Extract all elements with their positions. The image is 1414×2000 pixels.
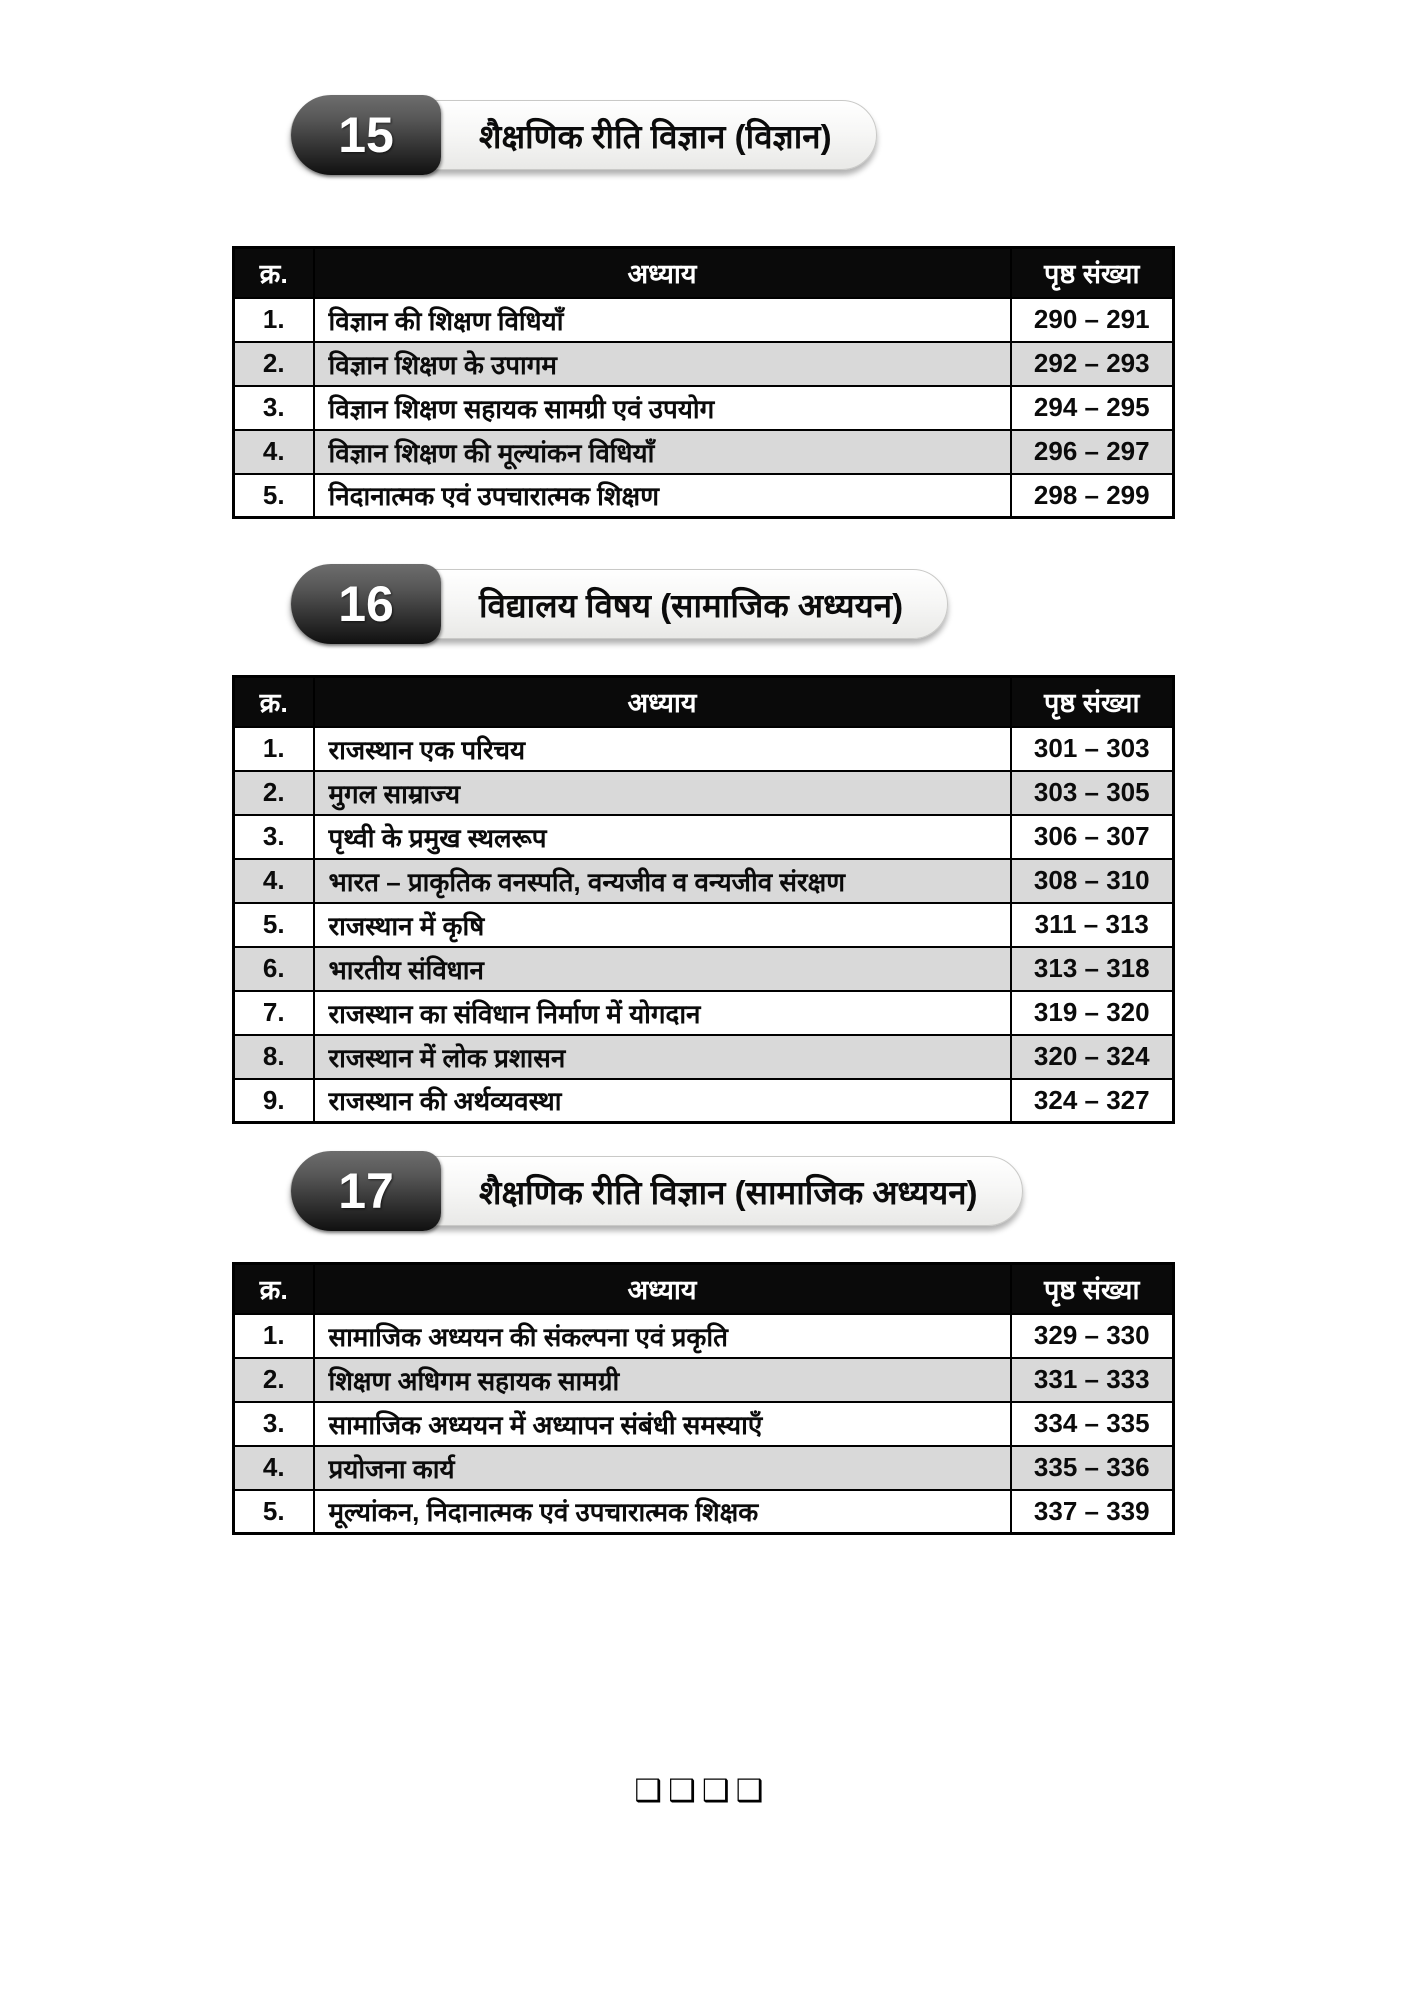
col-header-chapter: अध्याय: [314, 677, 1011, 727]
table-row: [234, 1446, 1174, 1490]
row-chapter: विज्ञान शिक्षण की मूल्यांकन विधियाँ: [314, 430, 1011, 474]
row-chapter: मुगल साम्राज्य: [314, 771, 1011, 815]
row-chapter: शिक्षण अधिगम सहायक सामग्री: [314, 1358, 1011, 1402]
row-pages: 294 – 295: [1011, 386, 1174, 430]
table-row: [234, 342, 1174, 386]
row-pages: 303 – 305: [1011, 771, 1174, 815]
row-pages: 320 – 324: [1011, 1035, 1174, 1079]
row-serial: 8.: [234, 1035, 314, 1079]
row-serial: 4.: [234, 430, 314, 474]
table-row: [234, 1079, 1174, 1123]
row-serial: 1.: [234, 727, 314, 771]
row-pages: 335 – 336: [1011, 1446, 1174, 1490]
section-title: शैक्षणिक रीति विज्ञान (सामाजिक अध्ययन): [479, 1173, 978, 1211]
page-content: [232, 0, 1172, 1809]
row-chapter: मूल्यांकन, निदानात्मक एवं उपचारात्मक शिक्षक: [314, 1490, 1011, 1534]
row-pages: 290 – 291: [1011, 298, 1174, 342]
table-row: [234, 1358, 1174, 1402]
row-pages: 334 – 335: [1011, 1402, 1174, 1446]
row-chapter: राजस्थान एक परिचय: [314, 727, 1011, 771]
table-row: [234, 991, 1174, 1035]
col-header-pages: पृष्ठ संख्या: [1011, 1264, 1174, 1314]
table-row: [234, 1402, 1174, 1446]
row-serial: 4.: [234, 1446, 314, 1490]
row-chapter: राजस्थान की अर्थव्यवस्था: [314, 1079, 1011, 1123]
row-serial: 4.: [234, 859, 314, 903]
chapter-number-badge: [291, 1151, 441, 1231]
row-pages: 306 – 307: [1011, 815, 1174, 859]
table-row: [234, 474, 1174, 518]
table-row: [234, 771, 1174, 815]
row-serial: 7.: [234, 991, 314, 1035]
row-serial: 5.: [234, 1490, 314, 1534]
chapter-number: 16: [338, 576, 394, 632]
table-header-row: [234, 248, 1174, 298]
row-pages: 331 – 333: [1011, 1358, 1174, 1402]
row-serial: 3.: [234, 815, 314, 859]
table-row: [234, 947, 1174, 991]
section-header-17: [290, 1156, 1023, 1226]
row-pages: 298 – 299: [1011, 474, 1174, 518]
row-serial: 1.: [234, 298, 314, 342]
row-chapter: प्रयोजना कार्य: [314, 1446, 1011, 1490]
toc-table-17: [232, 1262, 1175, 1535]
row-pages: 313 – 318: [1011, 947, 1174, 991]
row-serial: 5.: [234, 474, 314, 518]
table-row: [234, 1035, 1174, 1079]
row-pages: 301 – 303: [1011, 727, 1174, 771]
section-title: विद्यालय विषय (सामाजिक अध्ययन): [479, 586, 904, 624]
row-serial: 3.: [234, 1402, 314, 1446]
col-header-serial: क्र.: [234, 1264, 314, 1314]
toc-table-15: [232, 246, 1175, 519]
col-header-pages: पृष्ठ संख्या: [1011, 248, 1174, 298]
section-header-16: [290, 569, 948, 639]
row-pages: 337 – 339: [1011, 1490, 1174, 1534]
table-header-row: [234, 677, 1174, 727]
section-header-15: [290, 100, 877, 170]
end-of-chapter-marks: ❑❑❑❑: [634, 1773, 770, 1808]
row-chapter: विज्ञान शिक्षण सहायक सामग्री एवं उपयोग: [314, 386, 1011, 430]
row-serial: 3.: [234, 386, 314, 430]
row-serial: 2.: [234, 771, 314, 815]
table-row: [234, 903, 1174, 947]
row-chapter: राजस्थान में लोक प्रशासन: [314, 1035, 1011, 1079]
row-chapter: भारतीय संविधान: [314, 947, 1011, 991]
table-row: [234, 859, 1174, 903]
row-pages: 329 – 330: [1011, 1314, 1174, 1358]
table-row: [234, 1490, 1174, 1534]
table-row: [234, 298, 1174, 342]
row-chapter: पृथ्वी के प्रमुख स्थलरूप: [314, 815, 1011, 859]
col-header-serial: क्र.: [234, 248, 314, 298]
row-chapter: राजस्थान का संविधान निर्माण में योगदान: [314, 991, 1011, 1035]
row-pages: 292 – 293: [1011, 342, 1174, 386]
section-title: शैक्षणिक रीति विज्ञान (विज्ञान): [479, 117, 832, 155]
col-header-chapter: अध्याय: [314, 248, 1011, 298]
row-serial: 9.: [234, 1079, 314, 1123]
row-pages: 319 – 320: [1011, 991, 1174, 1035]
table-row: [234, 815, 1174, 859]
table-header-row: [234, 1264, 1174, 1314]
row-serial: 2.: [234, 342, 314, 386]
chapter-number-badge: [291, 564, 441, 644]
table-row: [234, 727, 1174, 771]
table-row: [234, 386, 1174, 430]
row-chapter: सामाजिक अध्ययन में अध्यापन संबंधी समस्याएँ: [314, 1402, 1011, 1446]
row-chapter: विज्ञान शिक्षण के उपागम: [314, 342, 1011, 386]
chapter-number-badge: [291, 95, 441, 175]
row-serial: 6.: [234, 947, 314, 991]
table-row: [234, 430, 1174, 474]
row-chapter: सामाजिक अध्ययन की संकल्पना एवं प्रकृति: [314, 1314, 1011, 1358]
row-serial: 5.: [234, 903, 314, 947]
row-chapter: निदानात्मक एवं उपचारात्मक शिक्षण: [314, 474, 1011, 518]
row-chapter: विज्ञान की शिक्षण विधियाँ: [314, 298, 1011, 342]
row-pages: 324 – 327: [1011, 1079, 1174, 1123]
row-chapter: राजस्थान में कृषि: [314, 903, 1011, 947]
table-row: [234, 1314, 1174, 1358]
row-chapter: भारत – प्राकृतिक वनस्पति, वन्यजीव व वन्यजीव संरक्षण: [314, 859, 1011, 903]
row-serial: 1.: [234, 1314, 314, 1358]
row-serial: 2.: [234, 1358, 314, 1402]
row-pages: 311 – 313: [1011, 903, 1174, 947]
col-header-chapter: अध्याय: [314, 1264, 1011, 1314]
col-header-serial: क्र.: [234, 677, 314, 727]
col-header-pages: पृष्ठ संख्या: [1011, 677, 1174, 727]
row-pages: 296 – 297: [1011, 430, 1174, 474]
row-pages: 308 – 310: [1011, 859, 1174, 903]
chapter-number: 17: [338, 1163, 394, 1219]
toc-table-16: [232, 675, 1175, 1124]
chapter-number: 15: [338, 107, 394, 163]
